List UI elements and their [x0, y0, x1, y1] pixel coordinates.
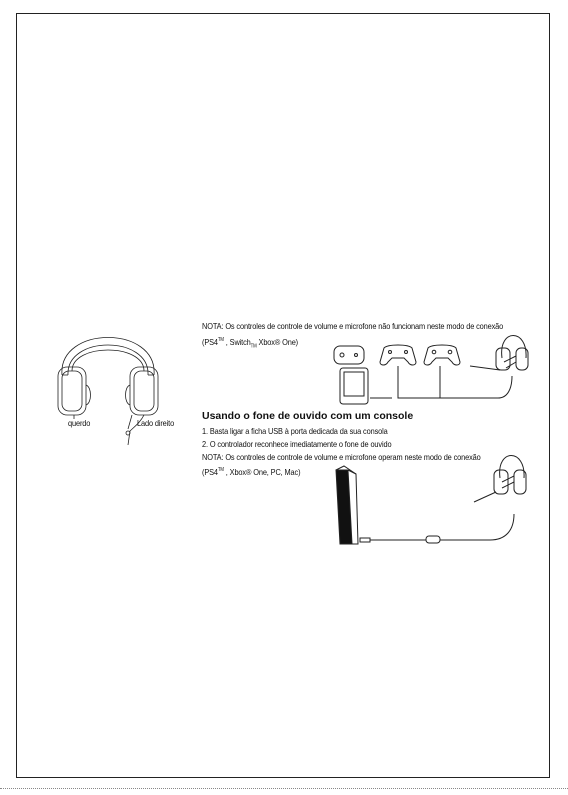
note-switch-xbox: Xbox® One): [256, 336, 299, 347]
console-connection-diagram: [330, 448, 530, 554]
console-step-2: 2. O controlador reconhece imediatamente o fone de ouvido: [202, 439, 392, 449]
left-side-label: querdo: [68, 418, 91, 428]
headset-icon: [502, 336, 526, 359]
console-note-platforms: , Xbox® One, PC, Mac): [223, 466, 301, 477]
note-switch-ps4: (PS4: [202, 336, 218, 347]
inline-remote-icon: [426, 536, 440, 543]
page-cut-line: [0, 788, 568, 789]
note-switch-line2: [202, 334, 298, 353]
note-switch-line1: NOTA: Os controles de controle de volume e microfone não funcionam neste modo de conexão: [202, 321, 504, 331]
note-switch-switch: , Switch: [223, 336, 251, 347]
console-note-line2: [202, 464, 300, 478]
ps4-console-icon: [336, 470, 352, 544]
console-note-tm: TM: [217, 467, 224, 473]
xbox-controller-icon: [424, 345, 460, 365]
right-side-label: Lado direito: [137, 418, 175, 428]
console-section-title: Usando o fone de ouvido com um console: [202, 410, 414, 422]
note-switch-tm: TM: [217, 337, 224, 343]
headset-icon-2: [500, 456, 524, 479]
console-note-ps4: (PS4: [202, 466, 218, 477]
controllers-connection-diagram: [330, 318, 530, 408]
playstation-controller-icon: [380, 345, 416, 365]
console-step-1: 1. Basta ligar a ficha USB à porta dedicada da sua consola: [202, 426, 388, 436]
note-switch-tm-sub: TM: [250, 343, 257, 350]
joycon-icon: [334, 346, 364, 364]
console-note-line1: NOTA: Os controles de controle de volume e microfone operam neste modo de conexão: [202, 452, 481, 462]
